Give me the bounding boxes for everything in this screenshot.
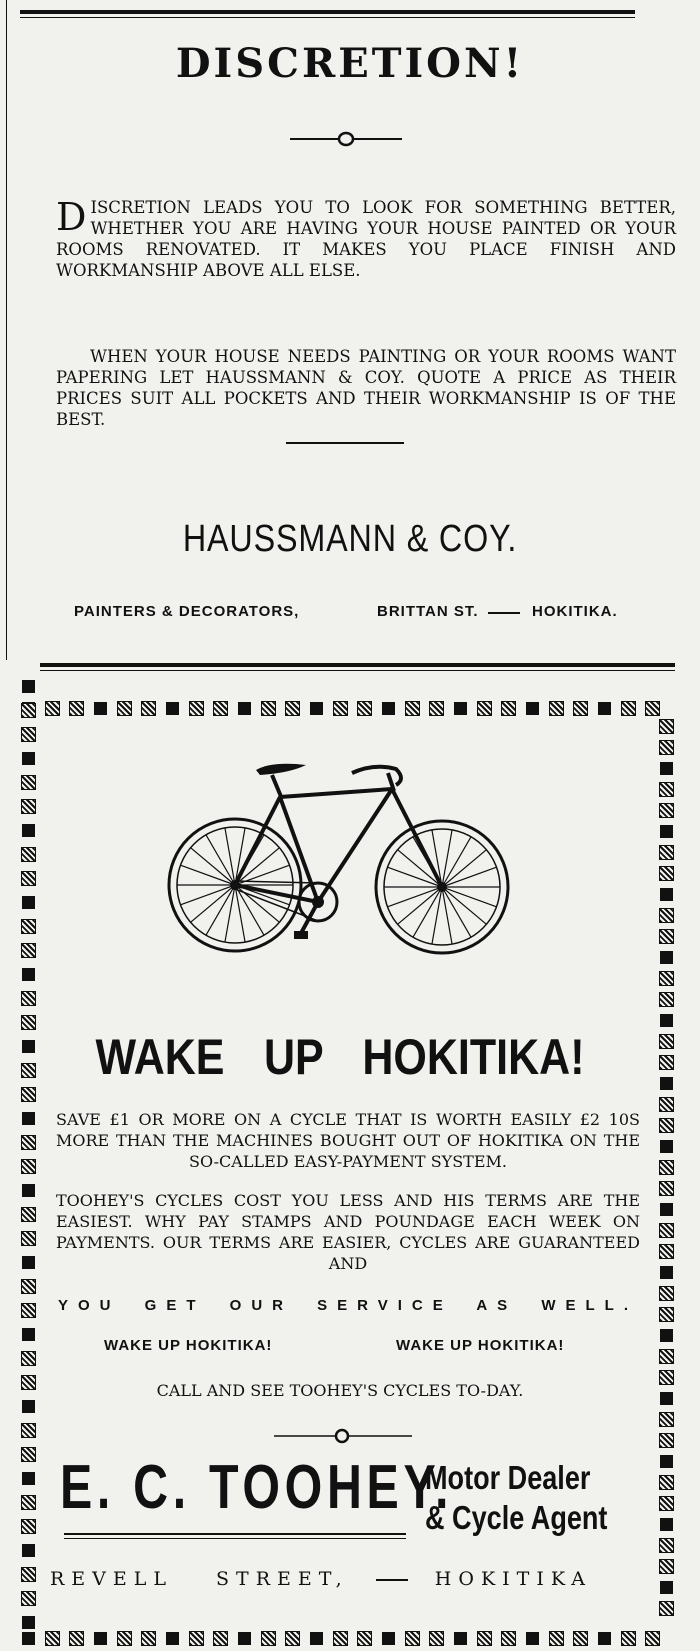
border-tile <box>622 1632 635 1645</box>
border-tile <box>310 702 323 715</box>
border-tile <box>478 702 491 715</box>
border-tile <box>70 1632 83 1645</box>
border-tile <box>142 1632 155 1645</box>
border-tile <box>660 930 673 943</box>
border-tile <box>46 702 59 715</box>
border-tile <box>660 972 673 985</box>
border-tile <box>118 1632 131 1645</box>
border-tile <box>22 1520 35 1533</box>
border-tile <box>94 1632 107 1645</box>
border-tile <box>22 896 35 909</box>
border-tile <box>406 702 419 715</box>
border-tile <box>118 702 131 715</box>
border-tile <box>286 702 299 715</box>
border-tile <box>660 825 673 838</box>
ad2-headline: WAKE UP HOKITIKA! <box>95 1029 585 1085</box>
border-tile <box>574 702 587 715</box>
border-tile <box>22 776 35 789</box>
border-tile <box>660 1476 673 1489</box>
border-tile <box>660 1119 673 1132</box>
border-tile <box>70 702 83 715</box>
border-tile <box>94 702 107 715</box>
border-tile <box>22 968 35 981</box>
border-tile <box>660 1140 673 1153</box>
border-tile <box>622 702 635 715</box>
ad1-paragraph-1 <box>56 197 676 281</box>
border-tile <box>526 702 539 715</box>
border-tile <box>660 1014 673 1027</box>
top-rule-thick <box>20 10 635 14</box>
border-tile <box>660 1182 673 1195</box>
ad1-paragraph-1-text: ISCRETION LEADS YOU TO LOOK FOR SOMETHING BETTER, WHETHER YOU ARE HAVING YOUR HOUSE PAINTED OR YOUR ROOMS RENOVATED. IT MAKES YOU PLACE FINISH AND WORKMANSHIP ABOVE ALL ELSE. <box>56 198 676 280</box>
dealer-name: E. C. TOOHEY. <box>60 1453 454 1522</box>
border-tile <box>660 1308 673 1321</box>
border-tile <box>660 1224 673 1237</box>
name-underline <box>64 1533 406 1535</box>
border-tile <box>262 702 275 715</box>
border-tile <box>190 702 203 715</box>
border-tile <box>22 1184 35 1197</box>
service-line: YOU GET OUR SERVICE AS WELL. <box>58 1297 638 1314</box>
ad2-paragraph-2: TOOHEY'S CYCLES COST YOU LESS AND HIS TERMS ARE THE EASIEST. WHY PAY STAMPS AND POUNDAGE EACH WEEK ON PAYMENTS. OUR TERMS ARE EASIER, CYCLES ARE GUARANTEED AND <box>56 1191 640 1273</box>
border-tile <box>660 804 673 817</box>
border-tile <box>502 1632 515 1645</box>
border-tile <box>22 992 35 1005</box>
border-tile <box>660 1035 673 1048</box>
border-tile <box>660 867 673 880</box>
border-tile <box>382 702 395 715</box>
drop-cap: D <box>56 195 87 239</box>
border-tile <box>358 702 371 715</box>
border-tile <box>646 702 659 715</box>
border-tile <box>166 702 179 715</box>
border-tile <box>22 1208 35 1221</box>
section-rule-thin <box>40 670 675 671</box>
border-tile <box>22 728 35 741</box>
border-tile <box>660 993 673 1006</box>
firm-name: HAUSSMANN & COY. <box>182 518 518 560</box>
border-tile <box>334 1632 347 1645</box>
border-tile <box>660 1266 673 1279</box>
border-tile <box>660 1056 673 1069</box>
border-tile <box>660 846 673 859</box>
name-underline-thin <box>64 1538 406 1539</box>
border-tile <box>166 1632 179 1645</box>
border-tile <box>660 1350 673 1363</box>
border-tile <box>22 1472 35 1485</box>
border-tile <box>22 1160 35 1173</box>
dealer-tagline <box>425 1458 607 1538</box>
border-tile <box>660 762 673 775</box>
border-tile <box>660 720 673 733</box>
border-tile <box>310 1632 323 1645</box>
border-tile <box>22 1424 35 1437</box>
dash-separator <box>488 612 520 614</box>
border-tile <box>22 872 35 885</box>
border-tile <box>22 1136 35 1149</box>
border-tile <box>22 1632 35 1645</box>
border-tile <box>660 1581 673 1594</box>
border-tile <box>22 848 35 861</box>
street-label: BRITTAN ST. <box>377 603 479 620</box>
border-tile <box>550 702 563 715</box>
section-rule-thick <box>40 663 675 667</box>
border-tile <box>526 1632 539 1645</box>
border-tile <box>142 702 155 715</box>
border-tile <box>22 1328 35 1341</box>
border-tile <box>660 741 673 754</box>
border-tile <box>22 920 35 933</box>
border-tile <box>22 1256 35 1269</box>
border-tile <box>22 1112 35 1125</box>
border-tile <box>502 702 515 715</box>
border-tile <box>22 1232 35 1245</box>
border-tile <box>598 1632 611 1645</box>
border-tile <box>334 702 347 715</box>
border-tile <box>660 1455 673 1468</box>
border-tile <box>550 1632 563 1645</box>
tagline-line-2: & Cycle Agent <box>425 1499 608 1536</box>
border-tile <box>646 1632 659 1645</box>
call-to-action: CALL AND SEE TOOHEY'S CYCLES TO-DAY. <box>156 1381 524 1400</box>
border-tile <box>22 1016 35 1029</box>
border-tile <box>22 944 35 957</box>
border-tile <box>22 1064 35 1077</box>
border-tile <box>190 1632 203 1645</box>
street-name: REVELL STREET, <box>50 1568 349 1590</box>
border-tile <box>660 951 673 964</box>
border-tile <box>430 702 443 715</box>
border-tile <box>22 1568 35 1581</box>
border-tile <box>286 1632 299 1645</box>
border-tile <box>660 909 673 922</box>
border-tile <box>22 752 35 765</box>
town-label: HOKITIKA. <box>532 603 618 620</box>
border-tile <box>382 1632 395 1645</box>
border-tile <box>22 680 35 693</box>
border-tile <box>22 800 35 813</box>
border-tile <box>22 1448 35 1461</box>
border-tile <box>478 1632 491 1645</box>
border-tile <box>22 1304 35 1317</box>
border-tile <box>660 783 673 796</box>
border-tile <box>660 1539 673 1552</box>
border-tile <box>598 702 611 715</box>
border-tile <box>660 1518 673 1531</box>
border-tile <box>238 1632 251 1645</box>
border-tile <box>660 1287 673 1300</box>
border-tile <box>454 1632 467 1645</box>
top-rule-thin <box>20 17 635 18</box>
border-tile <box>660 1413 673 1426</box>
border-tile <box>660 1203 673 1216</box>
dealer-address <box>50 1568 618 1590</box>
border-tile <box>454 702 467 715</box>
border-tile <box>660 1098 673 1111</box>
border-tile <box>660 1602 673 1615</box>
border-tile <box>660 1497 673 1510</box>
border-tile <box>262 1632 275 1645</box>
border-tile <box>214 1632 227 1645</box>
border-tile <box>574 1632 587 1645</box>
trade-label: PAINTERS & DECORATORS, <box>74 603 300 620</box>
border-tile <box>22 824 35 837</box>
border-tile <box>22 1544 35 1557</box>
wake-up-right: WAKE UP HOKITIKA! <box>396 1337 565 1354</box>
town-name: HOKITIKA <box>434 1568 592 1590</box>
ornament-divider-icon <box>272 1426 414 1446</box>
short-divider <box>286 442 404 444</box>
border-tile <box>22 1352 35 1365</box>
dash-separator <box>376 1579 408 1581</box>
border-tile <box>22 1040 35 1053</box>
border-tile <box>22 1592 35 1605</box>
border-tile <box>430 1632 443 1645</box>
border-tile <box>660 1245 673 1258</box>
ornament-divider-icon <box>288 128 404 150</box>
border-tile <box>22 1616 35 1629</box>
border-tile <box>22 1496 35 1509</box>
ad2-paragraph-1: SAVE £1 OR MORE ON A CYCLE THAT IS WORTH EASILY £2 10S MORE THAN THE MACHINES BOUGHT OUT OF HOKITIKA ON THE SO-CALLED EASY-PAYMENT SYSTEM. <box>56 1110 640 1171</box>
border-tile <box>660 888 673 901</box>
border-tile <box>46 1632 59 1645</box>
ad1-paragraph-2: WHEN YOUR HOUSE NEEDS PAINTING OR YOUR ROOMS WANT PAPERING LET HAUSSMANN & COY. QUOTE A PRICE AS THEIR PRICES SUIT ALL POCKETS AND THEIR WORKMANSHIP IS OF THE BEST. <box>56 347 676 429</box>
border-tile <box>406 1632 419 1645</box>
border-tile <box>22 1280 35 1293</box>
border-tile <box>22 1088 35 1101</box>
wake-up-left: WAKE UP HOKITIKA! <box>104 1337 273 1354</box>
ad1-headline: DISCRETION! <box>175 40 525 87</box>
border-tile <box>660 1434 673 1447</box>
left-column-rule <box>6 0 7 660</box>
border-tile <box>660 1161 673 1174</box>
border-tile <box>22 704 35 717</box>
border-tile <box>238 702 251 715</box>
bicycle-icon <box>160 755 510 975</box>
border-tile <box>358 1632 371 1645</box>
border-tile <box>660 1329 673 1342</box>
border-tile <box>660 1077 673 1090</box>
border-tile <box>22 1400 35 1413</box>
tagline-line-1: Motor Dealer <box>425 1459 591 1496</box>
border-tile <box>214 702 227 715</box>
border-tile <box>660 1560 673 1573</box>
